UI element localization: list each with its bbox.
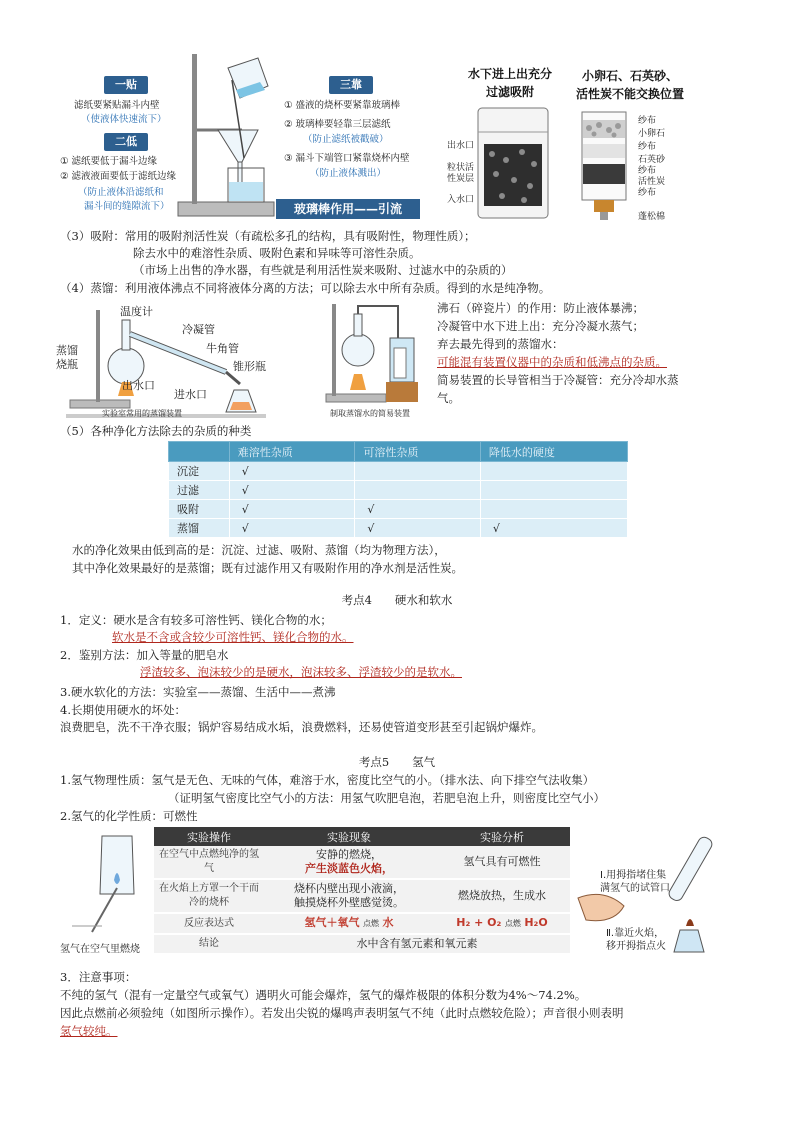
phenomenon-text: 安静的燃烧， <box>316 848 382 861</box>
distill-r1: 沸石（碎瓷片）的作用：防止液体暴沸； <box>437 301 644 315</box>
k5-line2: （证明氢气密度比空气小的方法：用氢气吹肥皂泡，若肥皂泡上升，则密度比空气小） <box>168 791 605 805</box>
eq-condition: 点燃 <box>363 919 379 928</box>
distill-caption2: 制取蒸馏水的简易装置 <box>330 409 410 418</box>
layer-label-6: 纱布 <box>638 188 657 198</box>
erdi-note1: （防止液体沿滤纸和 <box>78 187 164 198</box>
k4-line5: 3.硬水软化的方法：实验室——蒸馏、生活中——煮沸 <box>60 685 336 699</box>
label-erlenmeyer: 锥形瓶 <box>233 360 266 373</box>
layer-label-7: 蓬松棉 <box>638 212 666 222</box>
phenomenon-cell <box>264 846 434 879</box>
label-condenser: 冷凝管 <box>182 323 215 336</box>
check-cell: √ <box>229 462 355 481</box>
notes-line1: 不纯的氢气（混有一定量空气或氧气）遇明火可能会爆炸，氢气的爆炸极限的体积分数为4%～74.2%。 <box>60 988 587 1002</box>
layer-label-1: 小卵石 <box>638 129 666 139</box>
hydrogen-header-0: 实验操作 <box>154 827 264 846</box>
phenomenon-cell <box>264 879 434 913</box>
k5-line1: 1.氢气物理性质：氢气是无色、无味的气体，难溶于水，密度比空气的小。（排水法、向下排空气法收集） <box>60 773 595 787</box>
label-carbon2: 性炭层 <box>447 174 475 184</box>
k4-line3: 2．鉴别方法：加入等量的肥皂水 <box>60 648 229 662</box>
equation-word-cell <box>264 913 434 934</box>
check-cell <box>355 481 481 500</box>
label-flask1: 蒸馏 <box>56 344 78 357</box>
check-cell <box>480 481 627 500</box>
methods-title: （5）各种净化方法除去的杂质的种类 <box>60 424 252 438</box>
tag-erdi: 二低 <box>104 133 148 151</box>
layer-label-2: 纱布 <box>638 142 657 152</box>
table-row <box>169 462 628 481</box>
notes-title: 3．注意事项： <box>60 970 137 984</box>
distill-caption1: 实验室常用的蒸馏装置 <box>102 409 182 418</box>
erdi-text2: ② 滤液液面要低于滤纸边缘 <box>60 171 177 182</box>
layers-title2: 活性炭不能交换位置 <box>575 87 684 101</box>
table-row <box>169 481 628 500</box>
method-name: 沉淀 <box>169 462 230 481</box>
erdi-text1: ① 滤纸要低于漏斗边缘 <box>60 156 158 167</box>
op-cell: 在火焰上方罩一个干而冷的烧杯 <box>154 879 264 913</box>
distill-r5: 简易装置的长导管相当于冷凝管：充分冷却水蒸 <box>437 373 679 387</box>
eq-reactants: 氢气＋氧气 <box>304 916 360 929</box>
label-water-out2: 出水口 <box>122 379 155 392</box>
sankao-note1: （防止滤纸被戳破） <box>303 134 389 145</box>
k4-title: 考点4 硬水和软水 <box>341 593 453 607</box>
tag-yitie: 一贴 <box>104 76 148 94</box>
op-cell: 在空气中点燃纯净的氢气 <box>154 846 264 879</box>
check-cell: √ <box>355 519 481 538</box>
methods-header-3: 降低水的硬度 <box>480 442 627 462</box>
eq-formula-condition: 点燃 <box>504 919 521 928</box>
check-cell: √ <box>355 500 481 519</box>
sankao-note2: （防止液体溅出） <box>310 168 387 179</box>
check-cell: √ <box>229 500 355 519</box>
table-row <box>154 879 570 913</box>
table-row <box>154 913 570 934</box>
hydrogen-table <box>154 827 570 955</box>
distill-r2: 冷凝管中水下进上出：充分冷凝水蒸气； <box>437 319 644 333</box>
label-thermometer: 温度计 <box>120 305 153 318</box>
method-name: 蒸馏 <box>169 519 230 538</box>
equation-formula-cell <box>434 913 570 934</box>
label-water-in: 入水口 <box>447 195 475 205</box>
check-cell <box>355 462 481 481</box>
methods-header-0 <box>169 442 230 462</box>
yitie-text: 滤纸要紧贴漏斗内壁 <box>74 100 160 111</box>
erdi-note2: 漏斗间的缝隙流下） <box>84 201 170 212</box>
distill-r4: 可能混有装置仪器中的杂质和低沸点的杂质。 <box>437 355 667 369</box>
adsorb-line2: 除去水中的难溶性杂质、吸附色素和异味等可溶性杂质。 <box>133 246 421 260</box>
layer-label-0: 纱布 <box>638 116 657 126</box>
k4-line2: 软水是不含或含较少可溶性钙、镁化合物的水。 <box>112 630 354 644</box>
methods-header-2: 可溶性杂质 <box>355 442 481 462</box>
yitie-note: （使液体快速流下） <box>81 114 167 125</box>
layer-label-4: 纱布 <box>638 166 657 176</box>
label-water-out: 出水口 <box>447 141 475 151</box>
table-row <box>154 934 570 954</box>
table-row <box>169 519 628 538</box>
purity-step1a: Ⅰ.用拇指堵住集 <box>600 870 667 881</box>
purity-step2a: Ⅱ.靠近火焰， <box>606 928 665 939</box>
analysis-cell: 燃烧放热，生成水 <box>434 879 570 913</box>
distill-r6: 气。 <box>437 391 460 405</box>
eq-formula-reactants: H₂ + O₂ <box>456 916 502 929</box>
sankao-text1: ① 盛液的烧杯要紧靠玻璃棒 <box>284 100 401 111</box>
purity-step2b: 移开拇指点火 <box>606 941 666 952</box>
label-water-in2: 进水口 <box>174 388 207 401</box>
analysis-cell: 氢气具有可燃性 <box>434 846 570 879</box>
eq-product: 水 <box>382 916 394 929</box>
op-cell: 反应表达式 <box>154 913 264 934</box>
phenomenon-text: 触摸烧杯外壁感觉烫。 <box>294 896 404 909</box>
layer-label-3: 石英砂 <box>638 155 666 165</box>
hydrogen-header-2: 实验分析 <box>434 827 570 846</box>
hydrogen-header-1: 实验现象 <box>264 827 434 846</box>
purifier-title1: 水下进上出充分 <box>467 67 552 81</box>
check-cell: √ <box>480 519 627 538</box>
sankao-text2: ② 玻璃棒要轻靠三层滤纸 <box>284 119 391 130</box>
label-flask2: 烧瓶 <box>56 358 78 371</box>
layers-drawing <box>576 110 636 222</box>
op-cell: 结论 <box>154 934 264 954</box>
methods-table-header <box>169 442 628 462</box>
phenomenon-text-red: 产生淡蓝色火焰， <box>305 862 393 875</box>
adsorb-line3: （市场上出售的净水器，有些就是利用活性炭来吸附、过滤水中的杂质的） <box>133 263 513 277</box>
purifier-title2: 过滤吸附 <box>485 85 534 99</box>
notes-line2: 因此点燃前必须验纯（如图所示操作）。若发出尖锐的爆鸣声表明氢气不纯（此时点燃较危险）；声音很小则表明 <box>60 1006 624 1020</box>
conclusion-cell: 水中含有氢元素和氧元素 <box>264 934 570 954</box>
k4-line1: 1．定义：硬水是含有较多可溶性钙、镁化合物的水； <box>60 613 332 627</box>
distill-r3: 弃去最先得到的蒸馏水： <box>437 337 564 351</box>
method-name: 过滤 <box>169 481 230 500</box>
table-row <box>154 846 570 879</box>
table-row <box>169 500 628 519</box>
methods-header-1: 难溶性杂质 <box>229 442 355 462</box>
hydrogen-burning-figure <box>62 828 152 938</box>
k5-title: 考点5 氢气 <box>358 755 436 769</box>
sankao-text3: ③ 漏斗下端管口紧靠烧杯内壁 <box>284 153 410 164</box>
check-cell <box>480 500 627 519</box>
simple-distill-apparatus <box>322 298 432 408</box>
glass-rod-banner: 玻璃棒作用——引流 <box>276 199 420 219</box>
k4-line4: 浮渣较多、泡沫较少的是硬水，泡沫较多、浮渣较少的是软水。 <box>140 665 462 679</box>
hydrogen-table-header <box>154 827 570 846</box>
eq-formula-product: H₂O <box>524 916 548 929</box>
label-carbon1: 粒状活 <box>447 163 475 173</box>
k4-line6: 4.长期使用硬水的坏处： <box>60 703 186 717</box>
methods-summary1: 水的净化效果由低到高的是：沉淀、过滤、吸附、蒸馏（均为物理方法）， <box>72 543 446 557</box>
check-cell <box>480 462 627 481</box>
k5-line3: 2.氢气的化学性质：可燃性 <box>60 809 198 823</box>
distill-line1: （4）蒸馏：利用液体沸点不同将液体分离的方法；可以除去水中所有杂质。得到的水是纯净物。 <box>60 281 551 295</box>
check-cell: √ <box>229 519 355 538</box>
layers-title1: 小卵石、石英砂、 <box>581 69 678 83</box>
purifier-drawing <box>472 104 554 222</box>
method-name: 吸附 <box>169 500 230 519</box>
notes-line3: 氢气较纯。 <box>60 1024 118 1038</box>
label-adapter: 牛角管 <box>206 342 239 355</box>
hydrogen-fig-caption: 氢气在空气里燃烧 <box>60 944 140 955</box>
adsorb-line1: （3）吸附：常用的吸附剂活性炭（有疏松多孔的结构，具有吸附性，物理性质）； <box>60 229 476 243</box>
phenomenon-text: 烧杯内壁出现小液滴， <box>294 882 404 895</box>
methods-table <box>168 441 628 538</box>
methods-summary2: 其中净化效果最好的是蒸馏；既有过滤作用又有吸附作用的净水剂是活性炭。 <box>72 561 463 575</box>
filter-apparatus <box>170 50 280 222</box>
check-cell: √ <box>229 481 355 500</box>
k4-line7: 浪费肥皂，洗不干净衣服；锅炉容易结成水垢，浪费燃料，还易使管道变形甚至引起锅炉爆炸。 <box>60 720 543 734</box>
tag-sankao: 三靠 <box>329 76 373 94</box>
purity-step1b: 满氢气的试管口 <box>600 883 670 894</box>
layer-label-5: 活性炭 <box>638 177 666 187</box>
